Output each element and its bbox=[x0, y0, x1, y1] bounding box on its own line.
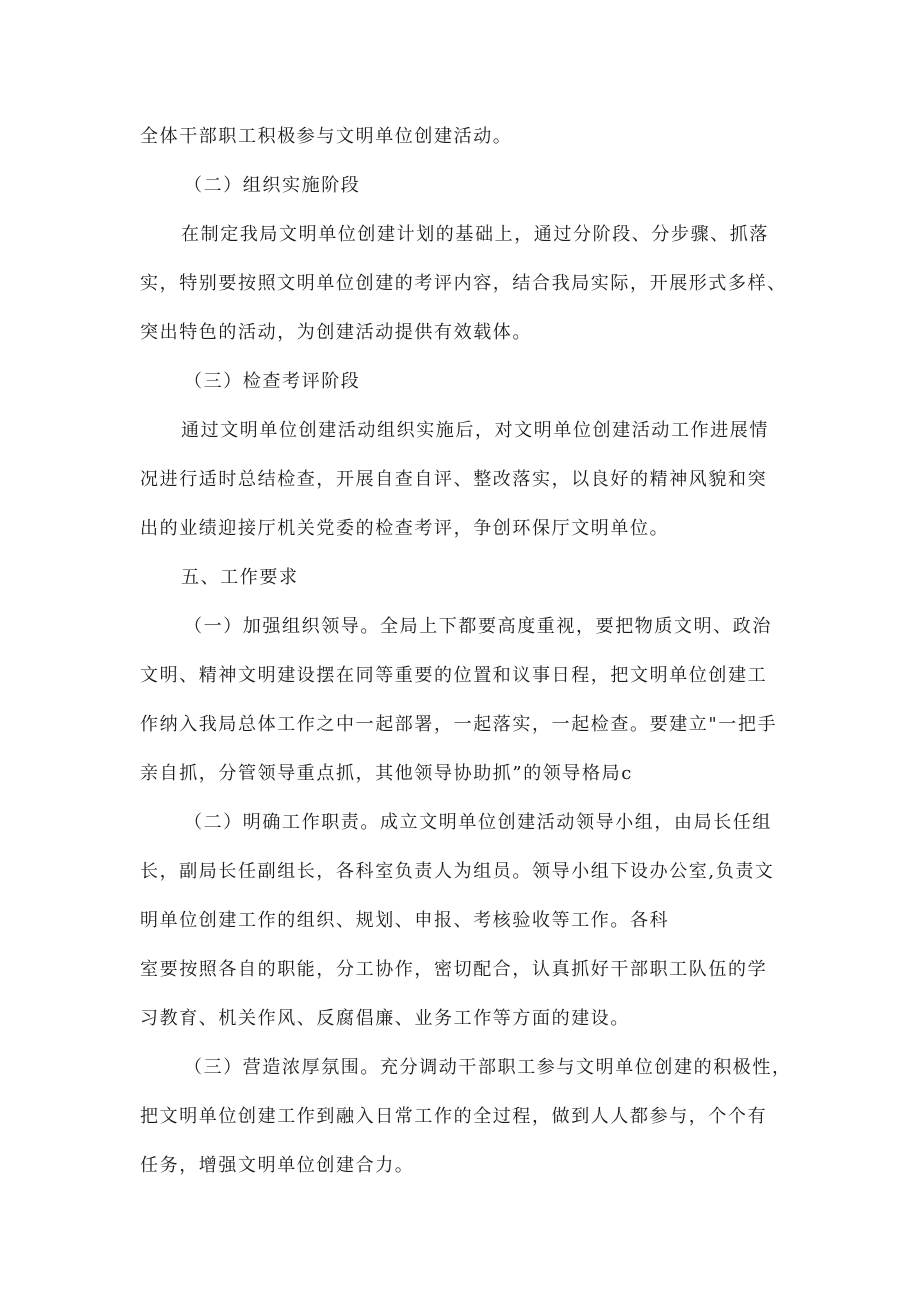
text-line: 亲自抓，分管领导重点抓，其他领导协助抓”的领导格局c bbox=[140, 763, 633, 784]
text-line: （三）营造浓厚氛围。充分调动干部职工参与文明单位创建的积极性， bbox=[184, 1057, 792, 1078]
text-line: 况进行适时总结检查，开展自查自评、整改落实，以良好的精神风貌和突 bbox=[140, 469, 768, 490]
text-line: （一）加强组织领导。全局上下都要高度重视，要把物质文明、政治 bbox=[184, 616, 772, 637]
text-line: 长，副局长任副组长，各科室负责人为组员。领导小组下设办公室,负责文 bbox=[140, 861, 775, 882]
text-line: 习教育、机关作风、反腐倡廉、业务工作等方面的建设。 bbox=[140, 1008, 630, 1029]
text-line: 作纳入我局总体工作之中一起部署，一起落实，一起检查。要建立"一把手 bbox=[140, 714, 778, 735]
text-line: 出的业绩迎接厅机关党委的检查考评，争创环保厅文明单位。 bbox=[140, 518, 670, 539]
section-heading: 五、工作要求 bbox=[181, 567, 299, 588]
text-line: 突出特色的活动，为创建活动提供有效载体。 bbox=[140, 322, 532, 343]
section-heading: （二）组织实施阶段 bbox=[184, 175, 361, 196]
text-line: 全体干部职工积极参与文明单位创建活动。 bbox=[140, 126, 513, 147]
text-line: 任务，增强文明单位创建合力。 bbox=[140, 1155, 415, 1176]
text-line: 在制定我局文明单位创建计划的基础上，通过分阶段、分步骤、抓落 bbox=[181, 224, 769, 245]
text-line: 把文明单位创建工作到融入日常工作的全过程，做到人人都参与，个个有 bbox=[140, 1106, 768, 1127]
text-line: 实，特别要按照文明单位创建的考评内容，结合我局实际，开展形式多样、 bbox=[140, 273, 787, 294]
section-heading: （三）检查考评阶段 bbox=[184, 371, 361, 392]
text-line: 通过文明单位创建活动组织实施后，对文明单位创建活动工作进展情 bbox=[181, 420, 769, 441]
text-line: 明单位创建工作的组织、规划、申报、考核验收等工作。各科 bbox=[140, 910, 670, 931]
text-line: 文明、精神文明建设摆在同等重要的位置和议事日程，把文明单位创建工 bbox=[140, 665, 768, 686]
text-line: （二）明确工作职责。成立文明单位创建活动领导小组，由局长任组 bbox=[184, 812, 772, 833]
text-line: 室要按照各自的职能，分工协作，密切配合，认真抓好干部职工队伍的学 bbox=[140, 959, 768, 980]
